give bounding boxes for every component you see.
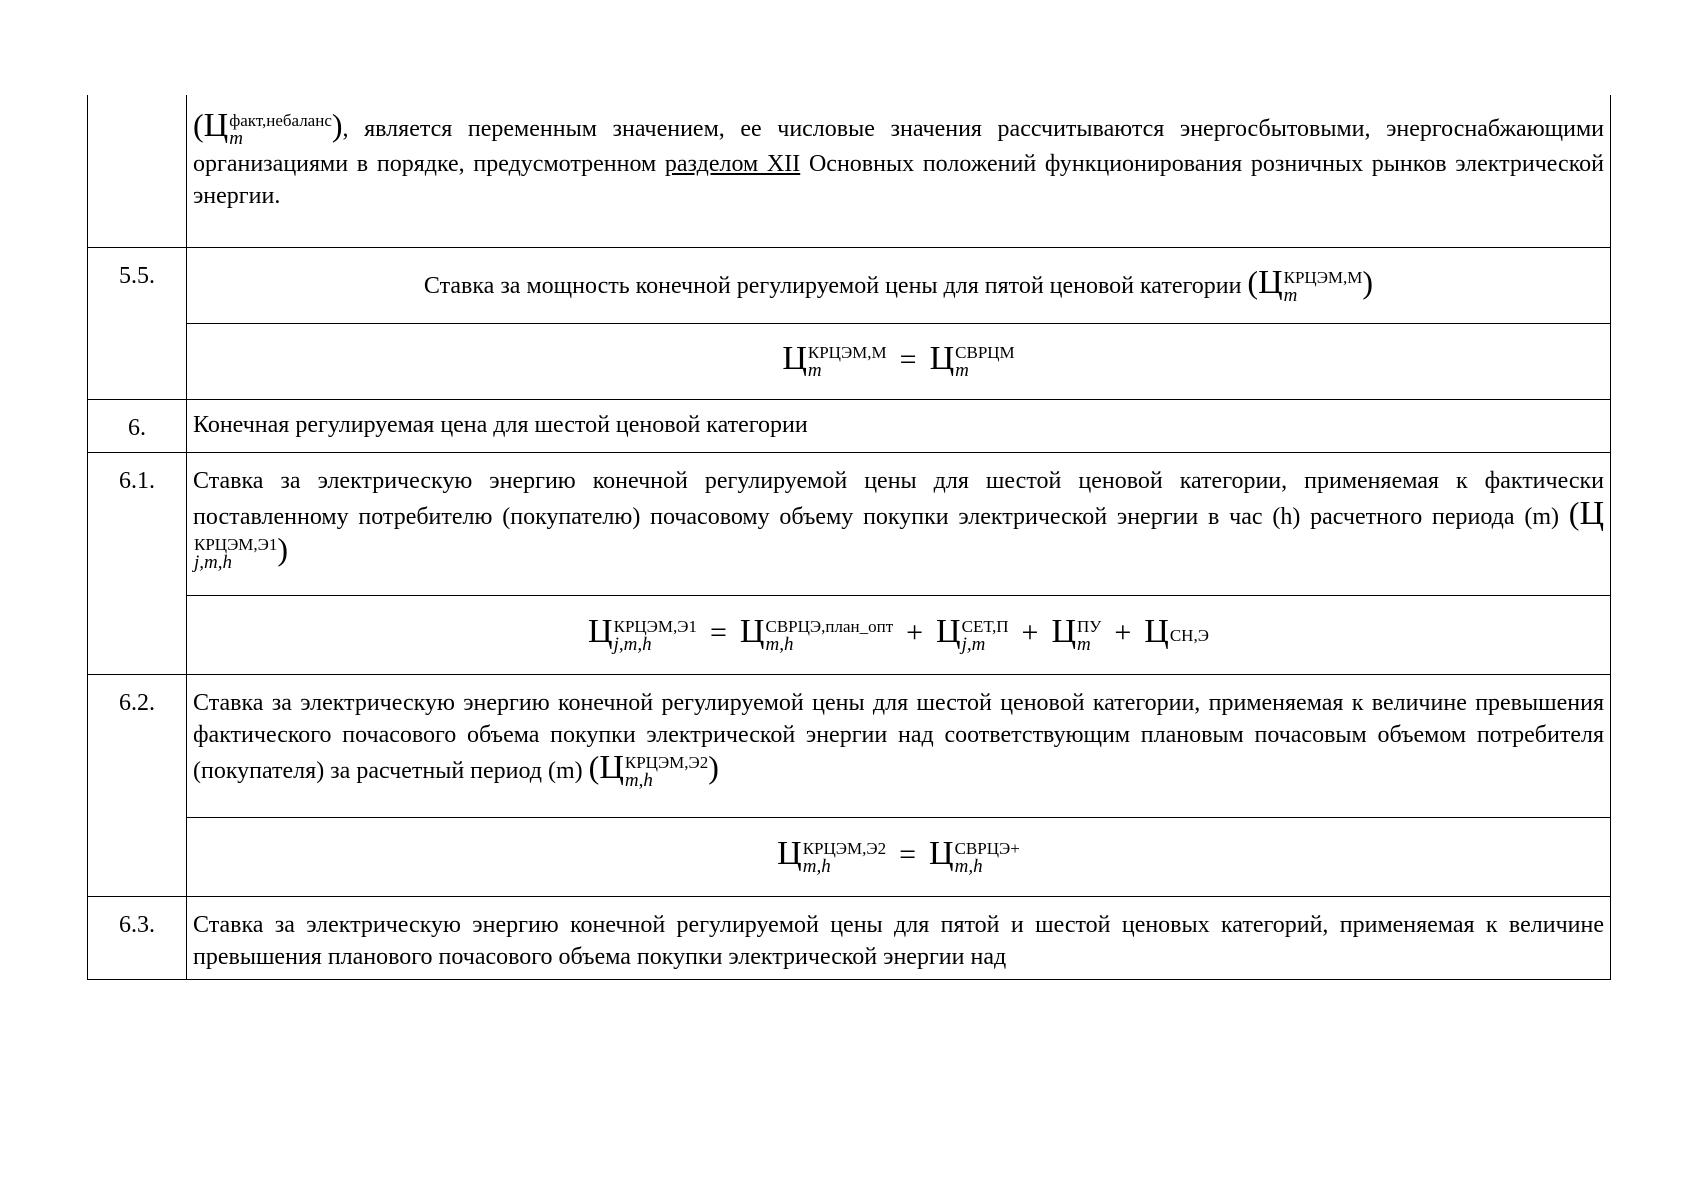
price-symbol: Ц	[1579, 495, 1604, 532]
equals-sign: =	[710, 616, 727, 650]
row-number: 6.	[88, 400, 187, 453]
symbol-subscript: m	[807, 360, 822, 382]
symbol-superscript: факт,небаланс	[229, 111, 332, 131]
price-symbol: Ц	[777, 835, 802, 873]
symbol-superscript: СВРЦМ	[955, 343, 1015, 363]
open-paren: (	[193, 107, 204, 143]
symbol-superscript: КРЦЭМ,Э2	[802, 838, 887, 858]
symbol-indices	[1170, 627, 1209, 645]
table-row	[88, 400, 1611, 453]
symbol-indices	[229, 112, 332, 148]
table-row	[88, 324, 1611, 400]
symbol-subscript: j,m,h	[613, 633, 652, 655]
symbol-superscript: КРЦЭМ,М	[1283, 268, 1363, 288]
close-paren: )	[1362, 263, 1374, 300]
symbol-subscript: j,m,h	[194, 552, 232, 574]
row-number: 6.2.	[88, 675, 187, 897]
open-paren: (	[588, 749, 600, 785]
symbol-superscript: КРЦЭМ,Э1	[194, 535, 278, 555]
symbol-indices	[808, 344, 887, 380]
row-number: 5.5.	[88, 248, 187, 400]
price-symbol: Ц	[929, 339, 955, 377]
symbol-indices	[614, 618, 697, 654]
symbol-indices	[194, 536, 277, 572]
symbol-indices	[765, 618, 893, 654]
row-text	[187, 453, 1611, 596]
price-symbol: Ц	[1144, 613, 1169, 651]
row-title-text: Ставка за мощность конечной регулируемой цены для пятой ценовой категории	[423, 272, 1242, 299]
price-symbol: Ц	[936, 613, 961, 651]
price-symbol: Ц	[739, 613, 765, 651]
symbol-subscript: m	[1077, 633, 1091, 655]
price-symbol: Ц	[782, 339, 807, 377]
plus-sign: +	[1021, 616, 1039, 650]
row-text-part: Основных положений функционирования розничных рынков электрической энергии.	[193, 151, 1604, 210]
formula-cell	[187, 324, 1611, 400]
open-paren: (	[1568, 495, 1580, 531]
symbol-superscript: ПУ	[1077, 616, 1102, 636]
symbol-indices	[803, 840, 886, 876]
close-paren: )	[708, 749, 719, 785]
symbol-subscript: m	[229, 128, 243, 150]
symbol-superscript: КРЦЭМ,Э1	[613, 616, 697, 636]
close-paren: )	[277, 531, 289, 567]
equals-sign: =	[899, 342, 917, 376]
symbol-subscript: m	[955, 360, 969, 382]
price-symbol: Ц	[203, 107, 229, 144]
table-row	[88, 596, 1611, 675]
table-row	[88, 897, 1611, 980]
plus-sign: +	[1114, 616, 1132, 650]
row-text-part: , является переменным значением, ее числовые значения рассчитываются энергосбытовыми, энергоснабжающими организациями в порядке, предусмотренном	[193, 116, 1604, 178]
symbol-superscript: КРЦЭМ,Э2	[624, 753, 709, 773]
symbol-indices	[1284, 269, 1363, 305]
formula	[777, 835, 1020, 877]
price-symbol: Ц	[588, 613, 613, 651]
symbol-subscript: j,m	[961, 633, 986, 655]
symbol-subscript: m,h	[624, 770, 653, 792]
row-number	[88, 95, 187, 248]
table-row	[88, 675, 1611, 818]
symbol-superscript: СВРЦЭ+	[954, 838, 1020, 858]
row-text-part: Ставка за электрическую энергию конечной регулируемой цены для шестой ценовой категории, применяемая к величине превышения фактического почасового объема покупки электрической энергии над соответствующим плановым почасовым объемом потребителя (покупателя) за расчетный период (m)	[193, 690, 1604, 784]
symbol-indices	[955, 344, 1015, 380]
symbol-subscript: m	[1283, 285, 1298, 307]
row-text: Ставка за электрическую энергию конечной регулируемой цены для пятой и шестой ценовых категорий, применяемая к величине превышения планового почасового объема покупки электрической энергии над	[187, 897, 1611, 980]
price-symbol: Ц	[1051, 613, 1077, 651]
table-row	[88, 95, 1611, 248]
formula-cell	[187, 818, 1611, 897]
row-title: Конечная регулируемая цена для шестой ценовой категории	[187, 400, 1611, 453]
price-symbol: Ц	[1258, 263, 1283, 301]
row-number: 6.3.	[88, 897, 187, 980]
tariff-table	[87, 95, 1611, 980]
price-symbol: Ц	[929, 835, 954, 873]
row-title	[187, 248, 1611, 324]
symbol-superscript: СЕТ,П	[961, 616, 1009, 636]
row-text	[187, 675, 1611, 818]
formula-cell	[187, 596, 1611, 675]
symbol-superscript: СН,Э	[1169, 625, 1209, 645]
symbol-subscript: m,h	[954, 855, 983, 877]
row-text	[187, 95, 1611, 248]
section-link[interactable]: разделом XII	[664, 151, 801, 178]
row-number: 6.1.	[88, 453, 187, 675]
table-row	[88, 248, 1611, 324]
table-row	[88, 818, 1611, 897]
symbol-subscript: m,h	[802, 855, 831, 877]
plus-sign: +	[906, 616, 924, 650]
symbol-superscript: СВРЦЭ,план_опт	[765, 616, 894, 636]
equals-sign: =	[899, 838, 917, 872]
open-paren: (	[1247, 263, 1259, 300]
price-symbol: Ц	[599, 749, 624, 786]
symbol-indices	[1077, 618, 1101, 654]
table-row	[88, 453, 1611, 596]
formula	[588, 613, 1209, 655]
symbol-superscript: КРЦЭМ,М	[807, 343, 887, 363]
symbol-subscript: m,h	[765, 633, 794, 655]
formula	[782, 339, 1015, 382]
symbol-indices	[962, 618, 1009, 654]
row-text-part: Ставка за электрическую энергию конечной регулируемой цены для шестой ценовой категории, применяемая к фактически поставленному потребителю (покупателю) почасовому объему покупки электрической энергии в час (h) расчетного периода (m)	[193, 468, 1604, 530]
symbol-indices	[955, 840, 1020, 876]
symbol-indices	[625, 754, 708, 790]
close-paren: )	[331, 107, 343, 143]
